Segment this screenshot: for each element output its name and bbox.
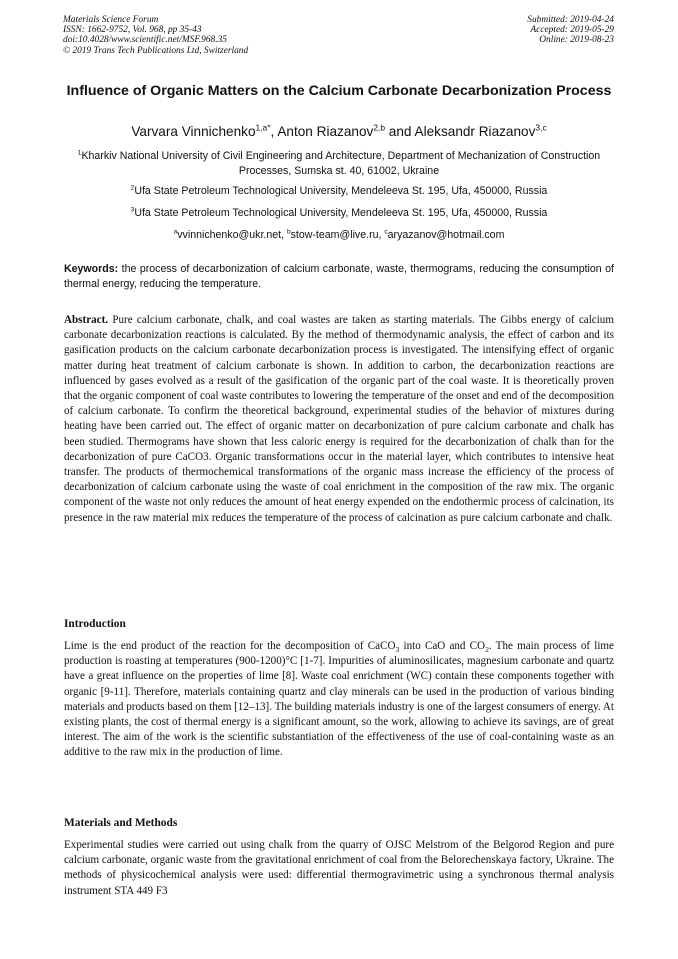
online-date: Online: 2019-08-23	[539, 35, 614, 46]
keywords-label: Keywords:	[64, 263, 119, 275]
author-sup: 1,a*	[255, 122, 271, 133]
accepted-date: Accepted: 2019-05-29	[530, 25, 614, 36]
email-sup: c	[384, 228, 388, 236]
affiliation-text: Ufa State Petroleum Technological University, Mendeleeva St. 195, Ufa, 450000, Russia	[134, 207, 548, 219]
journal-doi: doi:10.4028/www.scientific.net/MSF.968.35	[63, 35, 227, 46]
affiliation-sup: 2	[130, 184, 135, 192]
keywords-text: the process of decarbonization of calcium carbonate, waste, thermograms, reducing the consumption of thermal energy, reducing the temperature.	[64, 263, 614, 290]
email-link[interactable]: stow-team@live.ru	[290, 229, 379, 241]
email-sup: b	[286, 228, 291, 236]
affiliation-sup: 3	[130, 206, 135, 214]
keywords-section	[64, 262, 614, 292]
author-sup: 3,c	[535, 122, 547, 133]
intro-text-part: Lime is the end product of the reaction for the decomposition of CaCO	[64, 640, 396, 652]
abstract-text: Pure calcium carbonate, chalk, and coal wastes are taken as starting materials. The Gibbs energy of calcium carbonate decarbonization reactions is calculated. By the method of thermodynamic analysis, the effect of carbon and its gasification products on the calcium carbonate decarbonization process is investigated. The intensifying effect of organic matter during heat treatment of calcium carbonate is shown. In addition to carbon, the decarbonization reactions are influenced by gases evolved as a result of the gasification of the organic part of the coal waste. It is theoretically proven that the organic component of coal waste contributes to lowering the temperature of the onset and end of the decomposition of calcium carbonate. To confirm the theoretical background, experimental studies of the behavior of mixtures during heating have been carried out. The effect of organic matter on decarbonization of pure calcium carbonate and chalk has been studied. Thermograms have shown that less caloric energy is required for the decarbonization of chalk than for the decarbonization of pure CaCO3. Organic transformations occur in the material layer, which contributes to intensive heat transfer. The products of thermochemical transformations of the organic mass increase the efficiency of the process of decarbonization of calcium carbonate using the waste of coal enrichment in the composition of the raw mix. The organic component of the waste not only reduces the amount of heat energy expended on the endothermic process of calcination, its presence in the raw material mix reduces the temperature of the process of calcination as pure calcium carbonate and chalk.	[64, 314, 614, 524]
journal-info	[63, 15, 248, 56]
methods-paragraph: Experimental studies were carried out using chalk from the quarry of OJSC Melstrom of the Belgorod Region and pure calcium carbonate, organic waste from the gravitational enrichment of coal from the Belorechenskaya factory, Ukraine. The methods of physicochemical analysis were used: differential thermogravimetric using a synchronous thermal analysis instrument STA 449 F3	[64, 839, 614, 897]
author-and: and	[385, 124, 415, 139]
journal-copyright: © 2019 Trans Tech Publications Ltd, Switzerland	[63, 45, 249, 56]
journal-issn: ISSN: 1662-9752, Vol. 968, pp 35-43	[63, 25, 202, 36]
email-sup: a	[173, 228, 178, 236]
author-name: Aleksandr Riazanov	[414, 124, 536, 139]
author-separator: ,	[270, 124, 278, 139]
introduction-paragraph	[64, 639, 614, 761]
email-link[interactable]: aryazanov@hotmail.com	[387, 229, 505, 241]
methods-heading: Materials and Methods	[64, 817, 178, 829]
affiliation-sup: 1	[77, 149, 82, 157]
affiliation-1	[55, 149, 623, 179]
affiliation-2	[55, 184, 623, 199]
introduction-heading: Introduction	[64, 618, 126, 630]
journal-name: Materials Science Forum	[63, 15, 159, 25]
abstract-section	[64, 313, 614, 526]
intro-text-part: into CaO and CO	[399, 640, 486, 652]
affiliation-text: Ufa State Petroleum Technological University, Mendeleeva St. 195, Ufa, 450000, Russia	[134, 185, 548, 197]
affiliation-3	[55, 206, 623, 221]
author-sup: 2,b	[373, 122, 386, 133]
intro-subscript: 3	[395, 645, 400, 655]
abstract-label: Abstract.	[64, 314, 109, 326]
author-name: Anton Riazanov	[277, 124, 374, 139]
author-name: Varvara Vinnichenko	[131, 124, 256, 139]
author-list	[40, 123, 638, 140]
paper-title: Influence of Organic Matters on the Calcium Carbonate Decarbonization Process	[66, 83, 612, 99]
affiliation-text: Kharkiv National University of Civil Engineering and Architecture, Department of Mechanization of Construction Processes, Sumska st. 40, 61002, Ukraine	[81, 150, 601, 177]
email-list: $^a$vvinnichenko@ukr.net, $^b$stow-team@live.ru, $^c$aryazanov@hotmail.com	[173, 228, 505, 241]
submitted-date: Submitted: 2019-04-24	[527, 15, 614, 25]
submission-dates	[527, 15, 614, 46]
email-link[interactable]: vvinnichenko@ukr.net	[177, 229, 282, 241]
intro-text-part: . The main process of lime production is roasting at temperatures (900-1200)°C [1-7]. Impurities of aluminosilicates, magnesium carbonate and quartz have a great influence on the properties of lime [8]. Waste coal enrichment (WC) contain these components together with organic [9-11]. Therefore, materials containing quartz and clay minerals can be used in the production of various binding materials and products based on them [12–13]. The building materials industry is one of the largest consumers of energy. At existing plants, the cost of thermal energy is a significant amount, so the work, allowing to achieve its savings, are of great interest. The aim of the work is the scientific substantiation of the effectiveness of the use of coal-containing waste as an additive to the raw mix in the production of lime.	[64, 640, 614, 759]
intro-subscript: 2	[485, 645, 489, 655]
